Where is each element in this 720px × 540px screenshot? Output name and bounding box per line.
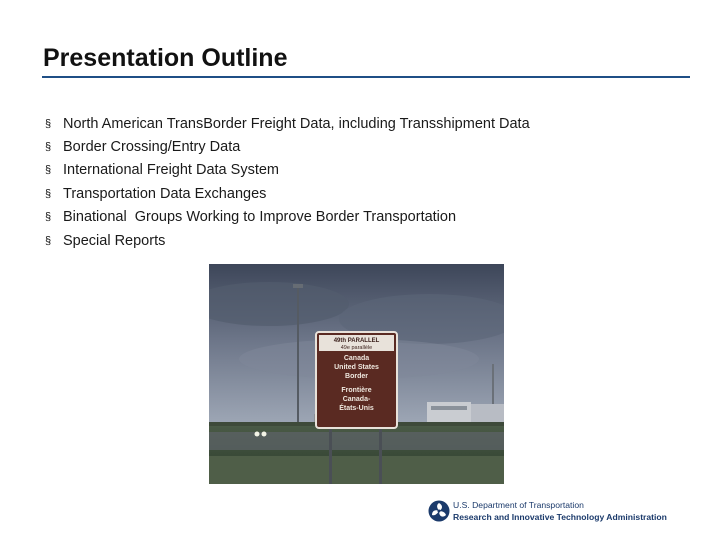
bullet-icon: § <box>45 164 52 177</box>
list-item <box>45 182 530 205</box>
sign-line: United States <box>334 364 379 371</box>
org-name-line1: U.S. Department of Transportation <box>453 500 584 510</box>
list-item-text: International Freight Data System <box>63 162 279 179</box>
list-item-text: Binational Groups Working to Improve Border Transportation <box>63 209 457 226</box>
bullet-icon: § <box>45 117 52 130</box>
sign-line: 49th PARALLEL <box>333 338 380 344</box>
sign-line: États-Unis <box>339 405 374 412</box>
sign-line: Canada- <box>342 396 371 403</box>
bullet-icon: § <box>45 211 52 224</box>
list-item-text: Special Reports <box>63 232 166 249</box>
org-name-line2: Research and Innovative Technology Administration <box>453 512 667 522</box>
dot-triskelion-icon <box>428 500 450 522</box>
list-item-text: North American TransBorder Freight Data, including Transshipment Data <box>63 115 530 132</box>
list-item <box>45 206 530 229</box>
sign-line: 49e parallèle <box>340 345 373 351</box>
slide-title: Presentation Outline <box>43 44 288 72</box>
bullet-icon: § <box>45 187 52 200</box>
list-item <box>45 112 530 135</box>
dot-logo <box>428 500 688 526</box>
outline-list <box>45 112 530 252</box>
border-sign-photo <box>209 264 504 484</box>
list-item-text: Transportation Data Exchanges <box>63 185 267 202</box>
list-item-text: Border Crossing/Entry Data <box>63 139 241 156</box>
list-item <box>45 135 530 158</box>
bullet-icon: § <box>45 141 52 154</box>
list-item <box>45 159 530 182</box>
sign-line: Border <box>345 373 368 380</box>
bullet-icon: § <box>45 234 52 247</box>
list-item <box>45 229 530 252</box>
sign-line: Frontière <box>341 387 372 394</box>
sign-line: Canada <box>343 355 370 362</box>
title-divider <box>42 76 690 78</box>
